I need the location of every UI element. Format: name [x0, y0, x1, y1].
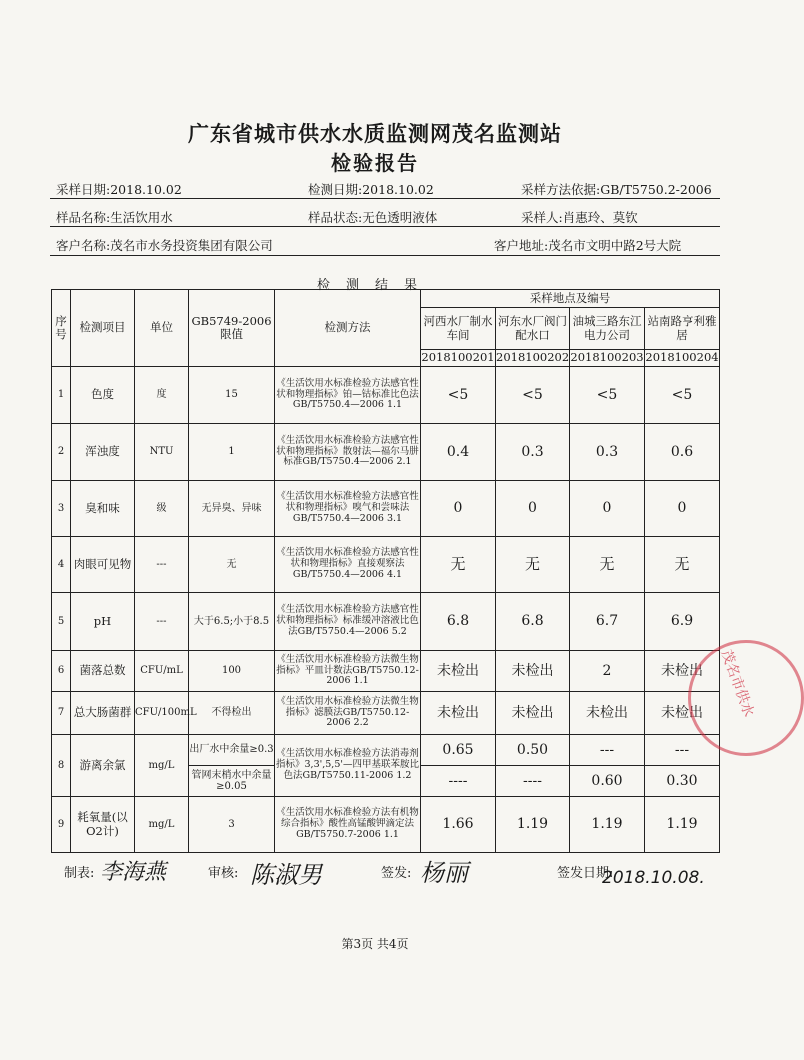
row-index: 3: [52, 481, 71, 537]
row-unit: 度: [135, 367, 189, 424]
row-method: 《生活饮用水标准检验方法消毒剂指标》3,3',5,5'—四甲基联苯胺比色法GB/T5750.11-2006 1.2: [275, 735, 421, 797]
page-number: 第3页 共4页: [341, 937, 409, 951]
row-item: 游离余氯: [71, 735, 135, 797]
row-item: 肉眼可见物: [71, 537, 135, 593]
row-value: 0.3: [496, 424, 570, 481]
prepared-signature: 李海燕: [100, 860, 167, 885]
row-limit: 15: [189, 367, 275, 424]
row-value: <5: [570, 367, 645, 424]
row-value: 6.7: [570, 593, 645, 651]
client-address: 客户地址:茂名市文明中路2号大院: [494, 238, 682, 253]
header-method: 检测方法: [275, 290, 421, 367]
site-code: 2018100201: [421, 350, 496, 367]
row-value: 未检出: [496, 651, 570, 692]
sampling-method: 采样方法依据:GB/T5750.2-2006: [521, 182, 712, 197]
divider: [50, 198, 720, 199]
sample-name: 样品名称:生活饮用水: [56, 210, 173, 225]
row-index: 2: [52, 424, 71, 481]
row-unit: 级: [135, 481, 189, 537]
row-value: 6.8: [421, 593, 496, 651]
table-row: [52, 797, 720, 853]
site-code: 2018100203: [570, 350, 645, 367]
divider: [50, 255, 720, 256]
row-value: 0.50: [496, 735, 570, 766]
report-title: 广东省城市供水水质监测网茂名监测站: [188, 121, 562, 146]
row-value: 6.8: [496, 593, 570, 651]
row-index: 6: [52, 651, 71, 692]
row-unit: CFU/100mL: [135, 692, 189, 735]
row-value: 0.60: [570, 766, 645, 797]
table-row: [52, 424, 720, 481]
row-value: 0.3: [570, 424, 645, 481]
row-method: 《生活饮用水标准检验方法感官性状和物理指标》直接观察法GB/T5750.4—2006 4.1: [275, 537, 421, 593]
row-method: 《生活饮用水标准检验方法感官性状和物理指标》散射法—福尔马肼标准GB/T5750.4—2006 2.1: [275, 424, 421, 481]
row-value: 未检出: [645, 692, 720, 735]
row-index: 1: [52, 367, 71, 424]
row-value: 0.65: [421, 735, 496, 766]
prepared-label: 制表:: [64, 866, 95, 881]
row-value: 未检出: [421, 692, 496, 735]
stamp-text: 茂名市供水: [717, 647, 757, 719]
row-value: <5: [496, 367, 570, 424]
row-limit: 无: [189, 537, 275, 593]
row-unit: ---: [135, 593, 189, 651]
row-limit: 不得检出: [189, 692, 275, 735]
approve-label: 签发:: [381, 866, 412, 881]
table-row: [52, 481, 720, 537]
row-value: 未检出: [496, 692, 570, 735]
row-value: 0.30: [645, 766, 720, 797]
approve-signature: 杨丽: [420, 859, 468, 887]
header-limit: GB5749-2006限值: [189, 290, 275, 367]
row-value: <5: [645, 367, 720, 424]
divider: [50, 226, 720, 227]
row-item: 臭和味: [71, 481, 135, 537]
row-method: 《生活饮用水标准检验方法微生物指标》平皿计数法GB/T5750.12-2006 1.1: [275, 651, 421, 692]
table-row: [52, 735, 720, 766]
row-index: 5: [52, 593, 71, 651]
row-value: ---: [570, 735, 645, 766]
row-limit: 1: [189, 424, 275, 481]
row-value: ---: [645, 735, 720, 766]
row-method: 《生活饮用水标准检验方法感官性状和物理指标》嗅气和尝味法GB/T5750.4—2006 3.1: [275, 481, 421, 537]
sampling-date: 采样日期:2018.10.02: [56, 182, 182, 197]
test-date: 检测日期:2018.10.02: [308, 182, 434, 197]
site-name: 河西水厂制水车间: [421, 308, 496, 350]
row-value: 无: [496, 537, 570, 593]
header-item: 检测项目: [71, 290, 135, 367]
stamp-icon: [688, 640, 804, 756]
row-limit: 出厂水中余量≥0.3: [189, 735, 275, 766]
table-row: [52, 537, 720, 593]
row-value: 1.19: [645, 797, 720, 853]
row-value: 2: [570, 651, 645, 692]
report-subtitle: 检验报告: [331, 151, 419, 175]
row-limit: 3: [189, 797, 275, 853]
row-item: 耗氧量(以O2计): [71, 797, 135, 853]
row-value: 0: [570, 481, 645, 537]
sampler: 采样人:肖惠玲、莫钦: [521, 210, 638, 225]
site-name: 油城三路东江电力公司: [570, 308, 645, 350]
results-table: [51, 289, 720, 853]
row-unit: mg/L: [135, 735, 189, 797]
row-item: 色度: [71, 367, 135, 424]
row-value: 0.4: [421, 424, 496, 481]
row-method: 《生活饮用水标准检验方法感官性状和物理指标》铂—钴标准比色法GB/T5750.4—2006 1.1: [275, 367, 421, 424]
row-value: 6.9: [645, 593, 720, 651]
table-row: [52, 367, 720, 424]
client-name: 客户名称:茂名市水务投资集团有限公司: [56, 238, 273, 253]
row-item: 浑浊度: [71, 424, 135, 481]
review-label: 审核:: [208, 866, 239, 881]
row-value: 0: [645, 481, 720, 537]
row-unit: NTU: [135, 424, 189, 481]
row-limit: 100: [189, 651, 275, 692]
header-sites-group: 采样地点及编号: [421, 290, 720, 308]
row-index: 4: [52, 537, 71, 593]
row-index: 9: [52, 797, 71, 853]
row-method: 《生活饮用水标准检验方法感官性状和物理指标》标准缓冲溶液比色法GB/T5750.4—2006 5.2: [275, 593, 421, 651]
row-value: 0: [496, 481, 570, 537]
section-title: 检测结果: [316, 278, 433, 293]
header-unit: 单位: [135, 290, 189, 367]
row-value: ----: [496, 766, 570, 797]
row-index: 8: [52, 735, 71, 797]
sample-state: 样品状态:无色透明液体: [308, 210, 438, 225]
table-row: [52, 692, 720, 735]
row-value: 0: [421, 481, 496, 537]
row-unit: CFU/mL: [135, 651, 189, 692]
row-item: 菌落总数: [71, 651, 135, 692]
row-value: 0.6: [645, 424, 720, 481]
row-value: 未检出: [645, 651, 720, 692]
row-index: 7: [52, 692, 71, 735]
header-index: 序号: [52, 290, 71, 367]
row-value: 1.66: [421, 797, 496, 853]
site-code: 2018100204: [645, 350, 720, 367]
row-item: pH: [71, 593, 135, 651]
row-limit: 大于6.5;小于8.5: [189, 593, 275, 651]
row-value: ----: [421, 766, 496, 797]
row-value: 未检出: [421, 651, 496, 692]
row-limit: 无异臭、异味: [189, 481, 275, 537]
row-method: 《生活饮用水标准检验方法有机物综合指标》酸性高锰酸钾滴定法GB/T5750.7-2006 1.1: [275, 797, 421, 853]
site-code: 2018100202: [496, 350, 570, 367]
row-value: 未检出: [570, 692, 645, 735]
table-row: [52, 651, 720, 692]
row-value: 无: [570, 537, 645, 593]
row-value: 无: [421, 537, 496, 593]
issue-date-value: 2018.10.08.: [602, 868, 705, 888]
row-limit: 管网末梢水中余量≥0.05: [189, 766, 275, 797]
row-value: 1.19: [570, 797, 645, 853]
row-item: 总大肠菌群: [71, 692, 135, 735]
row-unit: mg/L: [135, 797, 189, 853]
row-value: 1.19: [496, 797, 570, 853]
review-signature: 陈淑男: [250, 861, 322, 889]
row-unit: ---: [135, 537, 189, 593]
issue-date-label: 签发日期:: [557, 866, 614, 881]
row-method: 《生活饮用水标准检验方法微生物指标》滤膜法GB/T5750.12-2006 2.2: [275, 692, 421, 735]
site-name: 站南路亨利雅居: [645, 308, 720, 350]
table-row: [52, 593, 720, 651]
row-value: 无: [645, 537, 720, 593]
site-name: 河东水厂阀门配水口: [496, 308, 570, 350]
row-value: <5: [421, 367, 496, 424]
